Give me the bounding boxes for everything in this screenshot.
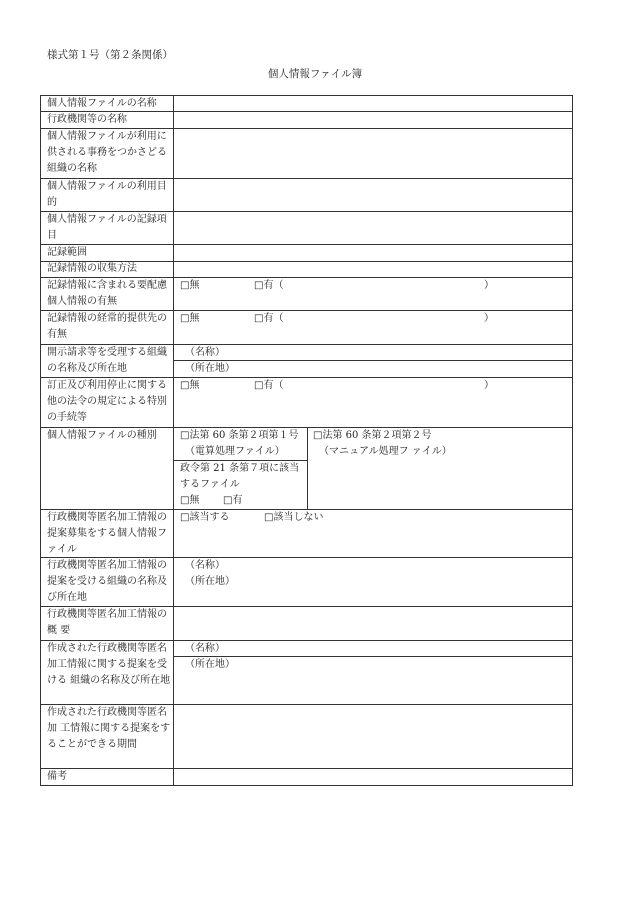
label-file-name: 個人情報ファイルの名称 [47,98,157,109]
label-disclosure-org: 開示請求等を受理する組織の名称及び所在地 [47,347,167,374]
checkbox-none[interactable]: □無 [180,280,200,291]
checkbox-applies[interactable]: □該当する [180,512,230,523]
label-collection-method: 記録情報の収集方法 [47,263,137,274]
label-created-period: 作成された行政機関等匿名加 工情報に関する提案をすることができる期間 [47,707,171,750]
checkbox-electronic-file[interactable]: □法第 60 条第２項第１号 [180,430,299,441]
label-special-procedure: 訂正及び利用停止に関する他の法令の規定による特別の手続等 [47,380,167,423]
org-name-label: （名称） [185,643,225,654]
electronic-file-note: （電算処理ファイル） [185,446,285,457]
checkbox-not-applies[interactable]: □該当しない [264,512,324,523]
address-label: （所在地） [185,363,235,374]
manual-file-note: （マニュアル処理フ ァイル） [319,446,452,457]
address-label: （所在地） [185,576,235,587]
checkbox-none[interactable]: □無 [180,313,200,324]
checkbox-yes[interactable]: □有 [223,495,243,506]
label-record-items: 個人情報ファイルの記録項目 [47,214,167,241]
label-record-scope: 記録範囲 [47,247,87,258]
closing-paren: ） [484,313,494,324]
label-remarks: 備考 [47,771,67,782]
address-label: （所在地） [185,659,235,670]
label-anon-summary: 行政機関等匿名加工情報の概 要 [47,609,167,636]
ordinance-note-line1: 政令第 21 条第７項に該当 [180,463,300,474]
label-org-name: 個人情報ファイルが利用に供される事務をつかさどる組織の名称 [47,131,167,174]
label-file-type: 個人情報ファイルの種別 [47,430,157,441]
checkbox-none[interactable]: □無 [180,380,200,391]
org-name-label: （名称） [185,347,225,358]
checkbox-manual-file[interactable]: □法第 60 条第２項第２号 [313,430,432,441]
page-title: 個人情報ファイル簿 [267,68,363,80]
column-divider [173,96,174,785]
checkbox-yes[interactable]: □有（ [254,313,284,324]
checkbox-yes[interactable]: □有（ [254,280,284,291]
org-name-label: （名称） [185,560,225,571]
column-divider [307,427,308,509]
closing-paren: ） [484,380,494,391]
record-form-table [40,95,573,786]
label-agency-name: 行政機関等の名称 [47,114,127,125]
label-anon-org: 行政機関等匿名加工情報の提案を受ける組織の名称及び所在地 [47,560,167,603]
label-regular-provision: 記録情報の経常的提供先の有無 [47,313,167,340]
ordinance-note-line2: するファイル [180,479,240,490]
checkbox-yes[interactable]: □有（ [254,380,284,391]
form-number: 様式第１号（第２条関係） [47,49,173,61]
label-created-org: 作成された行政機関等匿名加工情報に関する提案を受ける 組織の名称及び所在地 [47,643,171,686]
closing-paren: ） [484,280,494,291]
label-sensitive-info: 記録情報に含まれる要配慮個人情報の有無 [47,280,167,307]
checkbox-none[interactable]: □無 [180,495,200,506]
label-anon-recruit: 行政機関等匿名加工情報の提案募集をする個人情報ファイル [47,512,167,555]
label-purpose: 個人情報ファイルの利用目的 [47,181,167,208]
